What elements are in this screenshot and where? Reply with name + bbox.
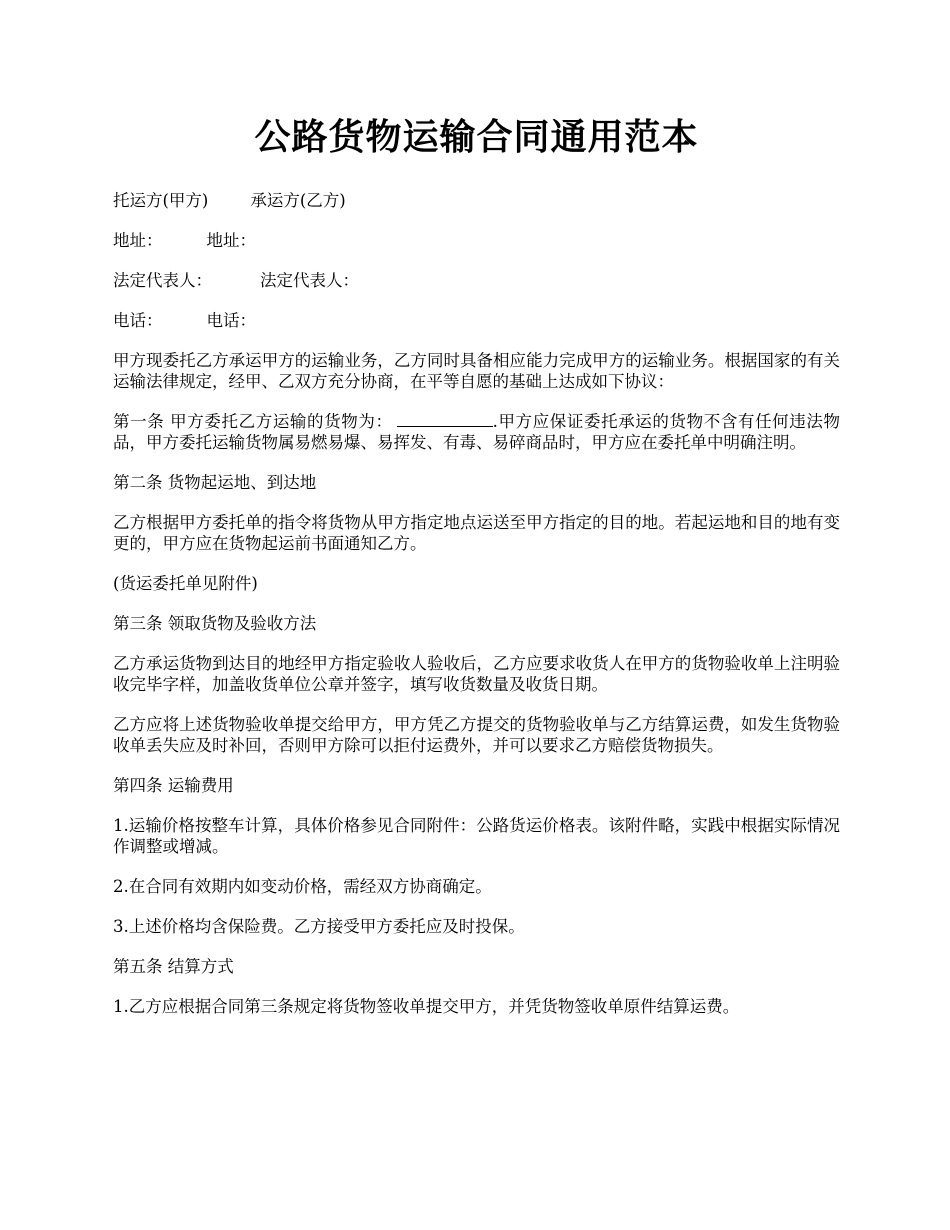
- carrier-address-label: 地址：: [206, 231, 256, 250]
- goods-blank-line: [397, 412, 493, 427]
- article-3-body-2: 乙方应将上述货物验收单提交给甲方，甲方凭乙方提交的货物验收单与乙方结算运费，如发生货物验收单丢失应及时补回，否则甲方除可以拒付运费外，并可以要求乙方赔偿货物损失。: [113, 715, 840, 755]
- party-row-representative: [113, 270, 840, 291]
- article-1-prefix: 第一条 甲方委托乙方运输的货物为：: [113, 412, 393, 431]
- article-1-suffix: .甲方应保证委托承运的货物不含有任何违法物品，甲方委托运输货物属易燃易爆、易挥发、有毒、易碎商品时，甲方应在委托单中明确注明。: [113, 412, 841, 452]
- article-1-paragraph: [113, 411, 840, 453]
- carrier-label: 承运方(乙方): [250, 191, 346, 210]
- carrier-representative-label: 法定代表人：: [260, 271, 359, 290]
- article-4-item-3: 3.上述价格均含保险费。乙方接受甲方委托应及时投保。: [113, 917, 525, 936]
- article-2-body: 乙方根据甲方委托单的指令将货物从甲方指定地点运送至甲方指定的目的地。若起运地和目的地有变更的，甲方应在货物起运前书面通知乙方。: [113, 513, 840, 553]
- article-3-body-1: 乙方承运货物到达目的地经甲方指定验收人验收后，乙方应要求收货人在甲方的货物验收单上注明验收完毕字样，加盖收货单位公章并签字，填写收货数量及收货日期。: [113, 654, 840, 694]
- document-title: 公路货物运输合同通用范本: [254, 116, 699, 158]
- carrier-phone-label: 电话：: [206, 311, 256, 330]
- article-4-item-1: 1.运输价格按整车计算，具体价格参见合同附件：公路货运价格表。该附件略，实践中根据实际情况作调整或增减。: [113, 816, 840, 856]
- consignor-representative-label: 法定代表人：: [113, 271, 212, 290]
- document-page: [113, 110, 840, 1036]
- party-row-address: [113, 230, 840, 251]
- article-5-item-1: 1.乙方应根据合同第三条规定将货物签收单提交甲方，并凭货物签收单原件结算运费。: [113, 997, 740, 1016]
- article-5-heading: 第五条 结算方式: [113, 957, 234, 976]
- intro-paragraph: 甲方现委托乙方承运甲方的运输业务，乙方同时具备相应能力完成甲方的运输业务。根据国家的有关运输法律规定，经甲、乙双方充分协商，在平等自愿的基础上达成如下协议：: [113, 351, 840, 391]
- consignor-phone-label: 电话：: [113, 311, 163, 330]
- party-row-names: [113, 190, 840, 211]
- article-2-heading: 第二条 货物起运地、到达地: [113, 473, 317, 492]
- party-row-phone: [113, 310, 840, 331]
- article-3-heading: 第三条 领取货物及验收方法: [113, 614, 317, 633]
- article-2-note: (货运委托单见附件): [113, 574, 258, 593]
- consignor-address-label: 地址：: [113, 231, 163, 250]
- consignor-label: 托运方(甲方): [113, 191, 209, 210]
- article-4-heading: 第四条 运输费用: [113, 776, 234, 795]
- article-4-item-2: 2.在合同有效期内如变动价格，需经双方协商确定。: [113, 877, 492, 896]
